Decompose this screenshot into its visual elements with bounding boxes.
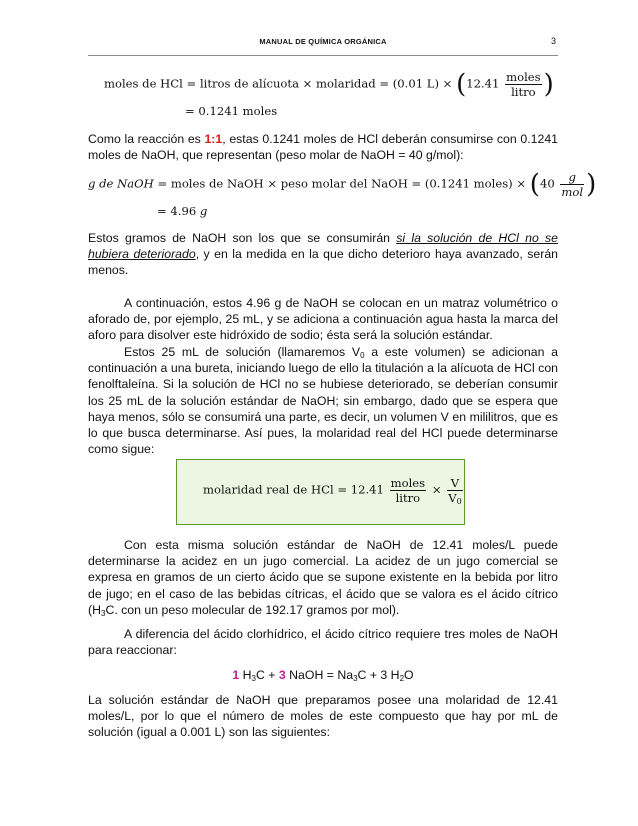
paragraph-1: Como la reacción es 1:1, estas 0.1241 moles de HCl deberán consumirse con 0.1241 moles de NaOH, que representan (peso molar de NaOH = 40 g/mol): (88, 132, 558, 163)
molarity-formula-box (176, 459, 465, 525)
equation-moles-hcl: moles de HCl = litros de alícuota × molaridad = (0.01 L) × (12.41 $\frac{\text{moles}}{\text{litro}}$ ) (104, 69, 554, 100)
emphasis-underlined: si la solución de HCl no se hubiera deteriorado (88, 231, 559, 262)
paragraph-6: A diferencia del ácido clorhídrico, el ácido cítrico requiere tres moles de NaOH para reaccionar: (88, 627, 558, 658)
eq2-result: = 4.96 g (157, 204, 208, 218)
eq1-value: 12.41 (466, 76, 500, 91)
eq2-middle: = moles de NaOH × peso molar del NaOH = (0.1241 moles) × (157, 176, 527, 191)
coefficient-3: 3 (278, 668, 286, 682)
eq1-result: = 0.1241 moles (185, 104, 278, 118)
paragraph-3: A continuación, estos 4.96 g de NaOH se colocan en un matraz volumétrico o aforado de, por ejemplo, 25 mL, y se adiciona a continuación agua hasta la marca del aforo para disolver este hidróxido de sodio; ésta será la solución estándar. (88, 296, 558, 343)
eq2-fraction: $\frac{g}{\text{mol}}$ (561, 170, 584, 199)
header-title: MANUAL DE QUÍMICA ORGÁNICA (259, 37, 387, 46)
eq1-middle: litros de alícuota × molaridad = (0.01 L) × (199, 76, 453, 91)
eq2-lhs: g de NaOH (88, 176, 154, 191)
eq1-lhs: moles de HCl = (104, 76, 197, 91)
page-header (88, 35, 558, 56)
box-equation: molaridad real de HCl = 12.41 $\frac{\text{moles}}{\text{litro}}$ × $\frac{V}{V_0}$ (203, 476, 462, 506)
paragraph-7: La solución estándar de NaOH que preparamos posee una molaridad de 12.41 moles/L, por lo que el número de moles de este compuesto que hay por mL de solución (igual a 0.001 L) son las siguientes: (88, 693, 558, 740)
paragraph-2: Estos gramos de NaOH son los que se consumirán si la solución de HCl no se hubiera deteriorado, y en la medida en la que dicho deterioro haya avanzado, serán menos. (88, 231, 559, 278)
ratio-highlight: 1:1 (204, 132, 223, 146)
eq1-fraction: $\frac{\text{moles}}{\text{litro}}$ (506, 70, 541, 99)
equation-grams-naoh: g de NaOH = moles de NaOH × peso molar del NaOH = (0.1241 moles) × (40 $\frac{g}{\text{mol}}$ ) (88, 169, 597, 200)
eq2-value: 40 (539, 176, 555, 191)
coefficient-1: 1 (232, 668, 240, 682)
reaction-equation: 1 $H_3C + 3$ NaOH = $Na_3C + 3$ $H_2O$ (232, 668, 414, 683)
page-number: 3 (550, 36, 556, 46)
paragraph-4: Estos 25 mL de solución (llamaremos $V_0$ a este volumen) se adicionan a continuación a una bureta, iniciando luego de ello la titulación a la alícuota de HCl con fenolftaleína. Si la solución de HCl no se hubiese deteriorado, se deberían consumir los 25 mL de la solución estándar de NaOH; sin embargo, dado que se espera que haya menos, sólo se consumirá una parte, es decir, un volumen V en mililitros, que es lo que busca determinarse. Así pues, la molaridad real del HCl puede determinarse como sigue: (88, 345, 558, 457)
paragraph-5: Con esta misma solución estándar de NaOH de 12.41 moles/L puede determinarse la acidez en un jugo comercial. La acidez de un jugo comercial se expresa en gramos de un cierto ácido que se supone existente en la bebida por litro de jugo; en el caso de las bebidas cítricas, el ácido que se valora es el ácido cítrico ($H_3C$. con un peso molecular de 192.17 gramos por mol). (88, 538, 558, 618)
